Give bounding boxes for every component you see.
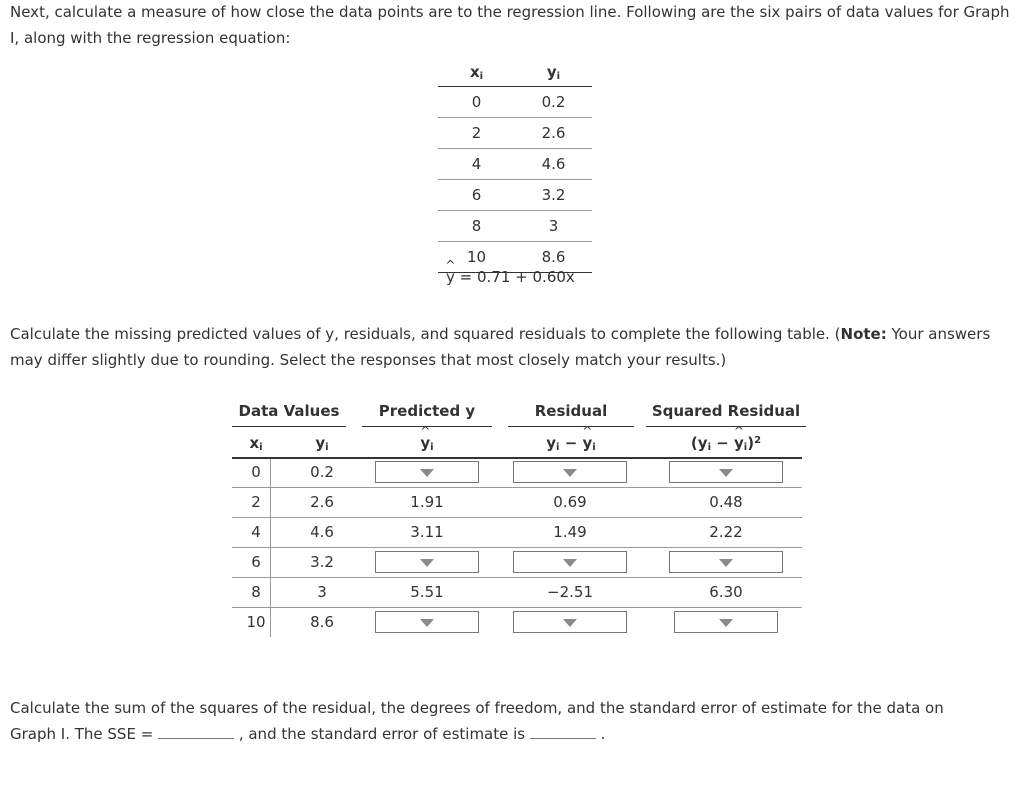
x-value: 8	[251, 583, 261, 601]
y-value: 3	[548, 217, 559, 235]
residual-dropdown-row-3[interactable]	[513, 551, 627, 573]
squared-value: 6.30	[709, 583, 743, 601]
row-divider	[232, 517, 802, 518]
y-hat-symbol: ^ y	[446, 268, 455, 286]
chevron-down-icon	[420, 619, 434, 627]
residual-dropdown-row-0[interactable]	[513, 461, 627, 483]
x-value: 6	[471, 186, 482, 204]
regression-equation	[446, 268, 575, 286]
table-row	[438, 211, 592, 242]
instructions-paragraph: Calculate the missing predicted values of y, residuals, and squared residuals to complete the following table. (Note: Your answers may differ slightly due to rounding. Select the responses that most closely match your results.)	[10, 325, 991, 369]
y-value: 3.2	[541, 186, 566, 204]
final-line-2: Graph I. The SSE = , and the standard error of estimate is .	[10, 721, 1015, 747]
header-divider	[232, 426, 346, 427]
y-value: 3	[317, 583, 327, 601]
predicted-value: 3.11	[410, 523, 444, 541]
table-row	[438, 87, 592, 118]
x-value: 10	[466, 248, 487, 266]
y-value: 4.6	[310, 523, 334, 541]
subheader-y: $y_i$	[315, 434, 329, 453]
row-divider	[232, 607, 802, 608]
chevron-down-icon	[563, 619, 577, 627]
x-value: 0	[251, 463, 261, 481]
table-row	[438, 149, 592, 180]
y-header: $y_i$	[546, 63, 561, 82]
x-value: 10	[246, 613, 266, 631]
chevron-down-icon	[719, 619, 733, 627]
note-label: Note:	[840, 325, 887, 343]
x-header: $x_i$	[469, 63, 484, 82]
final-paragraph	[10, 695, 1015, 747]
x-value: 4	[471, 155, 482, 173]
sse-blank[interactable]	[158, 722, 234, 739]
chevron-down-icon	[719, 469, 733, 477]
subheader-y-hat: ^ $y_i$	[362, 434, 492, 452]
predicted-dropdown-row-5[interactable]	[375, 611, 479, 633]
residual-dropdown-row-5[interactable]	[513, 611, 627, 633]
data-table-header	[438, 58, 592, 87]
chevron-down-icon	[420, 559, 434, 567]
residual-value: 0.69	[553, 493, 587, 511]
squared-dropdown-row-5[interactable]	[674, 611, 778, 633]
predicted-dropdown-row-0[interactable]	[375, 461, 479, 483]
subheader-divider	[232, 457, 802, 459]
chevron-down-icon	[563, 559, 577, 567]
header-squared-residual: Squared Residual	[651, 402, 801, 420]
residual-value: 1.49	[553, 523, 587, 541]
residual-value: −2.51	[547, 583, 593, 601]
subheader-x: $x_i$	[249, 434, 263, 453]
y-value: 2.6	[541, 124, 566, 142]
x-value: 0	[471, 93, 482, 111]
squared-dropdown-row-3[interactable]	[669, 551, 783, 573]
header-divider	[508, 426, 634, 427]
squared-value: 2.22	[709, 523, 743, 541]
header-residual: Residual	[534, 402, 608, 420]
y-value: 8.6	[541, 248, 566, 266]
y-value: 8.6	[310, 613, 334, 631]
y-value: 4.6	[541, 155, 566, 173]
header-predicted-y: Predicted y	[378, 402, 476, 420]
row-divider	[232, 547, 802, 548]
x-value: 2	[251, 493, 261, 511]
header-data-values: Data Values	[238, 402, 340, 420]
subheader-squared: ($y_i$ − ^ $y_i)^2$	[646, 434, 806, 452]
intro-paragraph: Next, calculate a measure of how close the data points are to the regression line. Following are the six pairs of data values for Graph I, along with the regression equation:	[10, 3, 1010, 47]
y-value: 0.2	[310, 463, 334, 481]
table-row	[438, 118, 592, 149]
predicted-value: 5.51	[410, 583, 444, 601]
chevron-down-icon	[719, 559, 733, 567]
squared-dropdown-row-0[interactable]	[669, 461, 783, 483]
chevron-down-icon	[563, 469, 577, 477]
x-value: 2	[471, 124, 482, 142]
x-value: 6	[251, 553, 261, 571]
subheader-residual: $y_i$ − ^ $y_i$	[508, 434, 634, 452]
squared-value: 0.48	[709, 493, 743, 511]
table-row	[438, 180, 592, 211]
y-value: 0.2	[541, 93, 566, 111]
data-pairs-table	[438, 58, 592, 273]
y-value: 2.6	[310, 493, 334, 511]
final-line-1: Calculate the sum of the squares of the residual, the degrees of freedom, and the standard error of estimate for the data on	[10, 699, 944, 717]
x-value: 4	[251, 523, 261, 541]
standard-error-blank[interactable]	[530, 722, 596, 739]
x-value: 8	[471, 217, 482, 235]
column-divider	[270, 459, 271, 637]
row-divider	[232, 487, 802, 488]
predicted-value: 1.91	[410, 493, 444, 511]
chevron-down-icon	[420, 469, 434, 477]
regression-rhs: = 0.71 + 0.60x	[459, 268, 575, 286]
row-divider	[232, 577, 802, 578]
y-value: 3.2	[310, 553, 334, 571]
header-divider	[646, 426, 806, 427]
predicted-dropdown-row-3[interactable]	[375, 551, 479, 573]
